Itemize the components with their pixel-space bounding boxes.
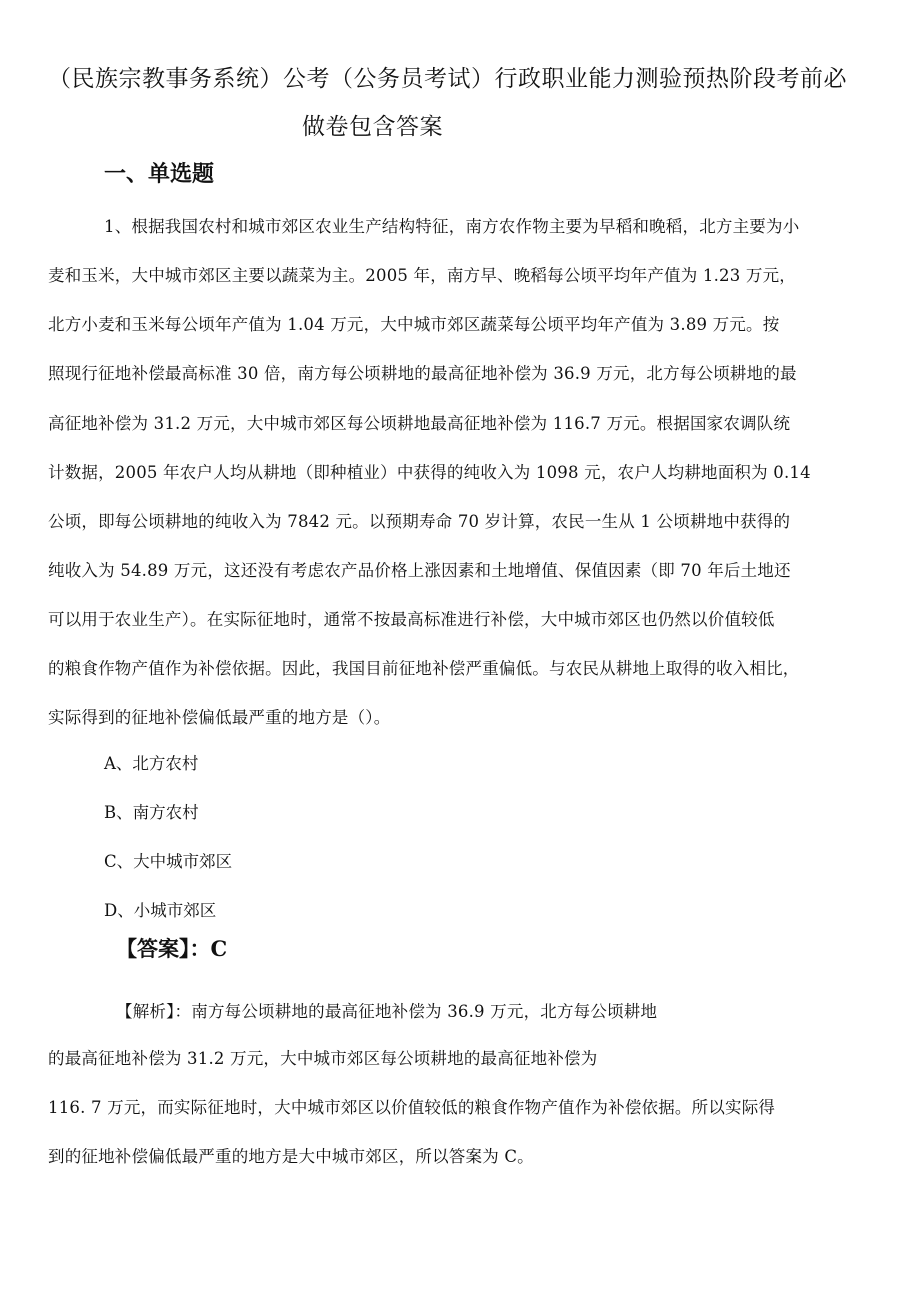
question-line: 照现行征地补偿最高标准 30 倍，南方每公顷耕地的最高征地补偿为 36.9 万元，北方每公顷耕地的最 bbox=[48, 364, 797, 383]
option-a: A、北方农村 bbox=[104, 754, 199, 773]
question-line: 实际得到的征地补偿偏低最严重的地方是（）。 bbox=[48, 708, 391, 727]
explanation-text: 南方每公顷耕地的最高征地补偿为 36.9 万元，北方每公顷耕地 bbox=[191, 1002, 658, 1021]
explanation-line-4: 到的征地补偿偏低最严重的地方是大中城市郊区，所以答案为 C。 bbox=[48, 1147, 534, 1166]
question-line: 的粮食作物产值作为补偿依据。因此，我国目前征地补偿严重偏低。与农民从耕地上取得的收入相比， bbox=[48, 659, 800, 678]
option-d: D、小城市郊区 bbox=[104, 901, 217, 920]
explanation-line-3: 116. 7 万元，而实际征地时，大中城市郊区以价值较低的粮食作物产值作为补偿依据。所以实际得 bbox=[48, 1098, 776, 1117]
section-heading: 一、单选题 bbox=[104, 162, 215, 187]
question-line: 可以用于农业生产）。在实际征地时，通常不按最高标准进行补偿，大中城市郊区也仍然以价值较低 bbox=[48, 610, 775, 629]
answer-label: 【答案】： bbox=[116, 937, 211, 961]
option-c: C、大中城市郊区 bbox=[104, 852, 233, 871]
document-title-line-2: 做卷包含答案 bbox=[302, 114, 443, 140]
question-line: 计数据，2005 年农户人均从耕地（即种植业）中获得的纯收入为 1098 元，农户人均耕地面积为 0.14 bbox=[48, 463, 811, 482]
question-line: 北方小麦和玉米每公顷年产值为 1.04 万元，大中城市郊区蔬菜每公顷平均年产值为 3.89 万元。按 bbox=[48, 315, 780, 334]
document-title-line-1: （民族宗教事务系统）公考（公务员考试）行政职业能力测验预热阶段考前必 bbox=[48, 66, 847, 92]
question-line: 公顷，即每公顷耕地的纯收入为 7842 元。以预期寿命 70 岁计算，农民一生从 1 公顷耕地中获得的 bbox=[48, 512, 791, 531]
question-line: 高征地补偿为 31.2 万元，大中城市郊区每公顷耕地最高征地补偿为 116.7 万元。根据国家农调队统 bbox=[48, 414, 791, 433]
question-line: 纯收入为 54.89 万元，这还没有考虑农产品价格上涨因素和土地增值、保值因素（即 70 年后土地还 bbox=[48, 561, 791, 580]
question-line: 1、根据我国农村和城市郊区农业生产结构特征，南方农作物主要为早稻和晚稻，北方主要为小 bbox=[104, 217, 800, 236]
option-b: B、南方农村 bbox=[104, 803, 199, 822]
explanation-line-1 bbox=[116, 998, 657, 1022]
explanation-line-2: 的最高征地补偿为 31.2 万元，大中城市郊区每公顷耕地的最高征地补偿为 bbox=[48, 1049, 598, 1068]
explanation-label: 【解析】： bbox=[116, 1002, 192, 1021]
answer-value: C bbox=[210, 936, 228, 961]
question-line: 麦和玉米，大中城市郊区主要以蔬菜为主。2005 年，南方早、晚稻每公顷平均年产值为 1.23 万元， bbox=[48, 266, 796, 285]
answer bbox=[116, 933, 227, 963]
